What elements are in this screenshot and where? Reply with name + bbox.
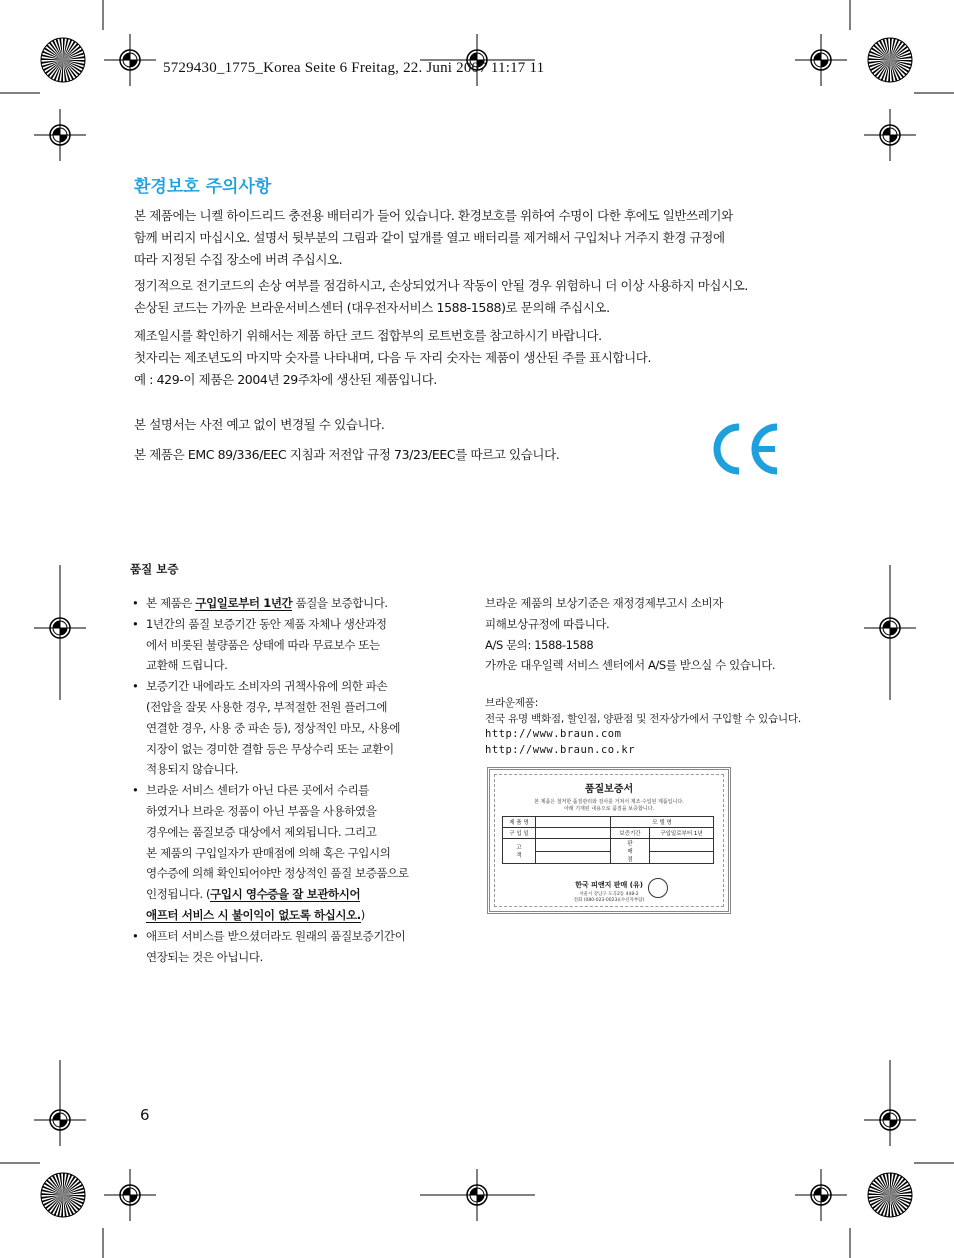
warranty-period-emphasis: 구입일로부터 1년간: [195, 596, 293, 610]
text: 본 제품의 구입일자가 판매점에 의해 혹은 구입시의: [146, 845, 391, 860]
certificate-text: 아래 기재된 내용으로 품질을 보증합니다.: [563, 806, 655, 812]
cell-label: 모 델 명: [611, 817, 714, 828]
paragraph-line: 본 제품에는 니켈 하이드리드 충전용 배터리가 들어 있습니다. 환경보호를 위하여 수명이 다한 후에도 일반쓰레기와: [134, 208, 733, 223]
text: ): [360, 907, 365, 922]
text: 보증기간 내에라도 소비자의 귀책사유에 의한 파손: [146, 679, 388, 694]
text: 피해보상규정에 따릅니다.: [485, 616, 610, 631]
certificate-company: 한국 피앤지 판매 (유): [575, 881, 643, 889]
ce-mark-icon: [705, 421, 785, 477]
paragraph-line: 정기적으로 전기코드의 손상 여부를 점검하시고, 손상되었거나 작동이 안될 경우 위험하니 더 이상 사용하지 마십시오.: [134, 278, 749, 293]
text: 1년간의 품질 보증기간 동안 제품 자체나 생산과정: [146, 616, 387, 631]
registration-target-icon: [34, 109, 86, 161]
warranty-title: 품질 보증: [130, 562, 179, 576]
text: 적용되지 않습니다.: [146, 762, 239, 777]
list-item: • 브라운 서비스 센터가 아닌 다른 곳에서 수리를 하였거나 브라운 정품이 아닌 부품을 사용하였을 경우에는 품질보증 대상에서 제외됩니다. 그리고 본 제품의 구입일자가 판매점에 의해 혹은 구입시의 영수증에 의해 확인되어야만 정상적인 품질 보증품으로 인정됩니다. (구입시 영수증을 잘 보관하시어 애프터 서비스 시 불이익이 없도록 하십시오.): [130, 780, 470, 926]
cell-label: 구 입 일: [503, 828, 536, 839]
certificate-title: 품질보증서: [584, 784, 634, 795]
text: 본 제품은: [146, 596, 196, 610]
cell-empty: [650, 839, 714, 852]
star-target-icon: [41, 1173, 85, 1217]
warranty-certificate: [487, 767, 731, 914]
registration-target-icon: [104, 1169, 156, 1221]
registration-target-icon: [795, 1169, 847, 1221]
paragraph-line: 예 : 429-이 제품은 2004년 29주차에 생산된 제품입니다.: [134, 372, 437, 387]
braun-korea-url: http://www.braun.co.kr: [485, 743, 636, 756]
registration-target-icon: [864, 109, 916, 161]
paragraph-line: 함께 버리지 마십시오. 설명서 뒷부분의 그림과 같이 덮개를 열고 배터리를 제거해서 구입처나 거주지 환경 규정에: [134, 230, 725, 245]
star-target-icon: [868, 1173, 912, 1217]
text: 연장되는 것은 아닙니다.: [146, 949, 263, 964]
certificate-text: 본 제품은 철저한 품질관리와 검사를 거쳐서 제조·수입된 제품입니다.: [534, 799, 684, 805]
text: 지장이 없는 경미한 결함 등은 무상수리 또는 교환이: [146, 741, 394, 756]
text: 교환해 드립니다.: [146, 658, 228, 673]
cell-empty: [536, 839, 611, 852]
cell-empty: [536, 828, 611, 839]
paragraph-line: 본 설명서는 사전 예고 없이 변경될 수 있습니다.: [134, 417, 385, 432]
paragraph: [134, 275, 834, 319]
text: 인정됩니다. (: [146, 887, 211, 902]
text: 에서 비롯된 불량품은 상태에 따라 무료보수 또는: [146, 637, 380, 652]
list-item: • 보증기간 내에라도 소비자의 귀책사유에 의한 파손 (전압을 잘못 사용한 경우, 부적절한 전원 플러그에 연결한 경우, 사용 중 파손 등), 정상적인 마모, 사용에 지장이 없는 경미한 결함 등은 무상수리 또는 교환이 적용되지 않습니다.: [130, 676, 470, 780]
registration-target-icon: [104, 34, 156, 86]
as-inquiry: A/S 문의: 1588-1588: [485, 637, 594, 652]
cell-empty: [650, 851, 714, 864]
receipt-emphasis: 구입시 영수증을 잘 보관하시어: [210, 887, 361, 902]
purchase-info: [485, 696, 801, 758]
braun-url: http://www.braun.com: [485, 728, 622, 741]
cell-label: 판 매 점: [611, 839, 650, 864]
paragraph-line: 첫자리는 제조년도의 마지막 숫자를 나타내며, 다음 두 자리 숫자는 제품이 생산된 주를 표시합니다.: [134, 350, 652, 365]
paragraph-line: 본 제품은 EMC 89/336/EEC 지침과 저전압 규정 73/23/EEC를 따르고 있습니다.: [134, 447, 560, 462]
cell-value: 구입일로부터 1년: [650, 828, 714, 839]
cell-empty: [536, 851, 611, 864]
compensation-info: [485, 593, 845, 676]
section-title: 환경보호 주의사항: [134, 177, 272, 197]
star-target-icon: [868, 38, 912, 82]
text: 브라운 서비스 센터가 아닌 다른 곳에서 수리를: [146, 783, 370, 798]
registration-target-icon: [795, 34, 847, 86]
text: 가까운 대우일렉 서비스 센터에서 A/S를 받으실 수 있습니다.: [485, 658, 776, 673]
paragraph-line: 손상된 코드는 가까운 브라운서비스센터 (대우전자서비스 1588-1588)로 문의해 주십시오.: [134, 300, 610, 315]
cell-empty: [536, 817, 611, 828]
certificate-phone: 전화 (080-023-0023)(수신자부담): [573, 898, 645, 903]
text: 브라운 제품의 보상기준은 재정경제부고시 소비자: [485, 596, 723, 610]
list-item: • 1년간의 품질 보증기간 동안 제품 자체나 생산과정 에서 비롯된 불량품은 상태에 따라 무료보수 또는 교환해 드립니다.: [130, 614, 470, 676]
paragraph: [134, 325, 834, 391]
text: 애프터 서비스를 받으셨더라도 원래의 품질보증기간이: [146, 928, 406, 943]
certificate-table: [502, 816, 714, 864]
text: 경우에는 품질보증 대상에서 제외됩니다. 그리고: [146, 824, 377, 839]
seal-icon: [648, 878, 668, 898]
certificate-address: 서울시 강남구 도곡2동 448-2: [579, 892, 639, 897]
cell-label: 보증기간: [611, 828, 650, 839]
page-number: 6: [140, 1106, 150, 1124]
paragraph: [134, 205, 834, 271]
paragraph-line: 따라 지정된 수집 장소에 버려 주십시오.: [134, 252, 343, 267]
text: 영수증에 의해 확인되어야만 정상적인 품질 보증품으로: [146, 866, 409, 881]
print-header: 5729430_1775_Korea Seite 6 Freitag, 22. Juni 2007 11:17 11: [163, 60, 545, 76]
text: 하였거나 브라운 정품이 아닌 부품을 사용하였을: [146, 803, 377, 818]
receipt-emphasis-2: 애프터 서비스 시 불이익이 없도록 하십시오.: [146, 907, 361, 922]
star-target-icon: [41, 38, 85, 82]
cell-label: 고 객: [503, 839, 536, 864]
paragraph-line: 제조일시를 확인하기 위해서는 제품 하단 코드 접합부의 로트번호를 참고하시기 바랍니다.: [134, 328, 602, 343]
text: 연결한 경우, 사용 중 파손 등), 정상적인 마모, 사용에: [146, 720, 401, 735]
purchase-text: 전국 유명 백화점, 할인점, 양판점 및 전자상가에서 구입할 수 있습니다.: [485, 712, 802, 725]
text: (전압을 잘못 사용한 경우, 부적절한 전원 플러그에: [146, 699, 388, 714]
text: 품질을 보증합니다.: [292, 596, 388, 610]
list-item: • 본 제품은 구입일로부터 1년간 품질을 보증합니다.: [132, 596, 388, 610]
purchase-label: 브라운제품:: [485, 697, 539, 709]
cell-label: 제 품 명: [503, 817, 536, 828]
warranty-list: [130, 593, 470, 967]
list-item: • 애프터 서비스를 받으셨더라도 원래의 품질보증기간이 연장되는 것은 아닙니다.: [130, 926, 470, 968]
